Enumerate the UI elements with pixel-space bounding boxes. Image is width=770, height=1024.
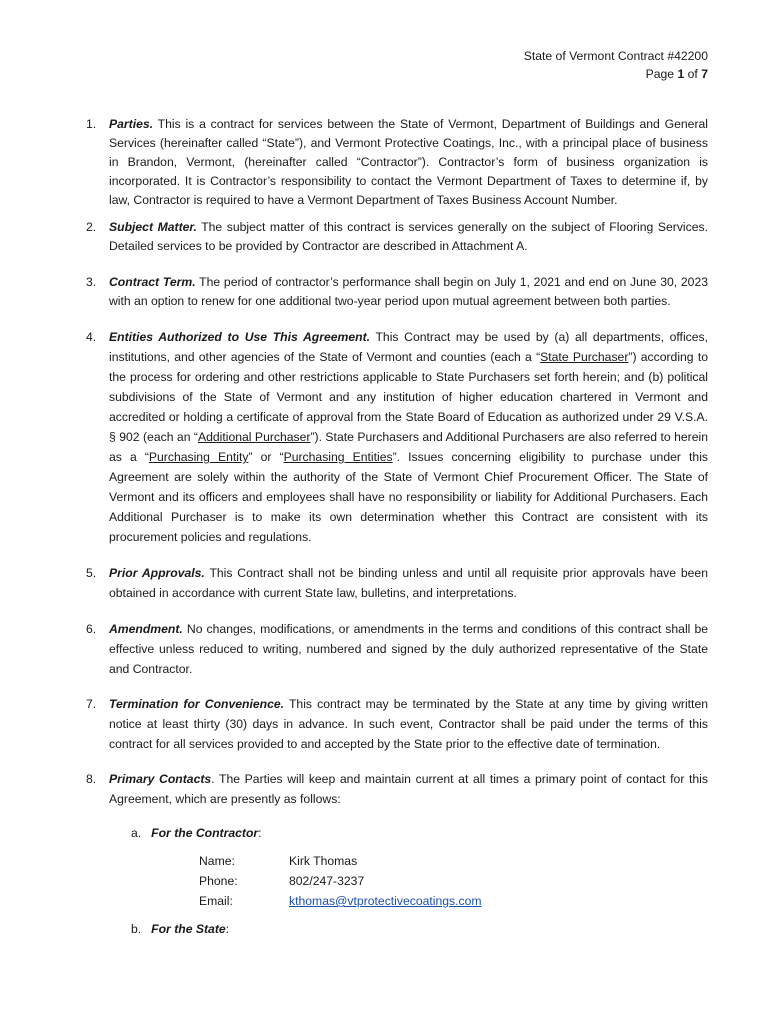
section-title: Amendment. — [109, 622, 183, 636]
state-contact-heading: b. For the State: — [131, 922, 230, 936]
section-parties — [86, 115, 708, 210]
section-termination — [86, 694, 708, 754]
section-body — [109, 619, 708, 679]
section-amendment — [86, 619, 708, 679]
contractor-contact-heading: a. For the Contractor: — [131, 826, 262, 840]
contact-phone-value: 802/247-3237 — [289, 874, 365, 888]
section-contract-term — [86, 273, 708, 311]
section-text: This contract may be terminated by the State at any time by giving written notice at least thirty (30) days in advance. In such event, Contractor shall be paid under the terms of this contract for all services provided to and accepted by the State prior to the effective date of termination. — [109, 697, 708, 751]
section-title: Primary Contacts — [109, 772, 212, 786]
section-primary-contacts — [86, 769, 708, 809]
section-number: 5. — [86, 566, 97, 580]
defined-term-additional-purchaser: Additional Purchaser — [197, 430, 311, 444]
contact-name-label: Name: — [199, 854, 235, 868]
section-text: . The Parties will keep and maintain current at all times a primary point of contact for this Agreement, which are presently as follows: — [109, 772, 708, 806]
contractor-contact-details — [199, 851, 599, 911]
contact-phone-row — [199, 871, 599, 891]
defined-term-state-purchaser: State Purchaser — [540, 350, 629, 364]
contact-email-label: Email: — [199, 894, 233, 908]
section-number: 2. — [86, 220, 97, 234]
section-title: Contract Term. — [109, 275, 196, 289]
contract-number: State of Vermont Contract #42200 — [523, 49, 708, 63]
page-header — [524, 47, 708, 83]
section-number: 3. — [86, 275, 97, 289]
defined-term-purchasing-entity: Purchasing Entity — [148, 450, 249, 464]
section-body — [109, 694, 708, 754]
section-number: 1. — [86, 117, 97, 131]
section-number: 4. — [86, 330, 97, 344]
section-title: Entities Authorized to Use This Agreement. — [109, 330, 371, 344]
section-subject-matter — [86, 218, 708, 256]
contact-name-row — [199, 851, 599, 871]
section-text: This is a contract for services between the State of Vermont, Department of Buildings and General Services (hereinafter called “State”), and Vermont Protective Coatings, Inc., with a principal place of business in Brandon, Vermont, (hereinafter called “Contractor”). Contractor’s form of business organization is incorporated. It is Contractor’s responsibility to contact the Vermont Department of Taxes to determine if, by law, Contractor is required to have a Vermont Department of Taxes Business Account Number. — [109, 117, 708, 207]
section-body — [109, 115, 708, 210]
section-title: Parties. — [109, 117, 154, 131]
section-number: 6. — [86, 622, 97, 636]
section-entities-authorized — [86, 327, 708, 547]
section-body: Entities Authorized to Use This Agreement. This Contract may be used by (a) all departments, offices, institutions, and other agencies of the State of Vermont and counties (each a “State Purchaser”) according to the process for ordering and other restrictions applicable to State Purchasers set forth herein; and (b) political subdivisions of the State of Vermont and any institution of higher education chartered in Vermont and accredited or holding a certificate of approval from the State Board of Education as authorized under 29 V.S.A. § 902 (each an “Additional Purchaser”). State Purchasers and Additional Purchasers are also referred to herein as a “Purchasing Entity” or “Purchasing Entities”. Issues concerning eligibility to purchase under this Agreement are solely within the authority of the State of Vermont Chief Procurement Officer. The State of Vermont and its officers and employees shall have no responsibility or liability for Additional Purchasers. Each Additional Purchaser is to make its own determination whether this Contract are consistent with its procurement policies and regulations. — [109, 330, 709, 544]
section-body — [109, 218, 708, 256]
section-number: 8. — [86, 772, 97, 786]
subsection-title: For the Contractor — [151, 826, 259, 840]
section-title: Termination for Convenience. — [109, 697, 285, 711]
contact-email-link[interactable]: kthomas@vtprotectivecoatings.com — [289, 894, 482, 908]
subsection-title: For the State — [151, 922, 226, 936]
contact-email-row — [199, 891, 599, 911]
defined-term-purchasing-entities: Purchasing Entities — [283, 450, 393, 464]
section-text: This Contract shall not be binding unless and until all requisite prior approvals have been obtained in accordance with current State law, bulletins, and interpretations. — [109, 566, 708, 600]
section-text: No changes, modifications, or amendments in the terms and conditions of this contract shall be effective unless reduced to writing, numbered and signed by the duly authorized representative of the State and Contractor. — [109, 622, 708, 676]
contact-name-value: Kirk Thomas — [289, 854, 358, 868]
section-prior-approvals — [86, 563, 708, 603]
contact-phone-label: Phone: — [199, 874, 238, 888]
page-counter: Page 1 of 7 — [645, 67, 708, 81]
section-body — [109, 563, 708, 603]
section-title: Prior Approvals. — [109, 566, 205, 580]
section-text: The period of contractor’s performance shall begin on July 1, 2021 and end on June 30, 2023 with an option to renew for one additional two-year period upon mutual agreement between both parties. — [109, 275, 709, 308]
section-body — [109, 273, 708, 311]
section-title: Subject Matter. — [109, 220, 197, 234]
section-body — [109, 769, 708, 809]
subsection-letter: a. — [131, 826, 142, 840]
subsection-letter: b. — [131, 922, 142, 936]
section-text: The subject matter of this contract is services generally on the subject of Flooring Services. Detailed services to be provided by Contractor are described in Attachment A. — [109, 220, 708, 253]
section-number: 7. — [86, 697, 97, 711]
